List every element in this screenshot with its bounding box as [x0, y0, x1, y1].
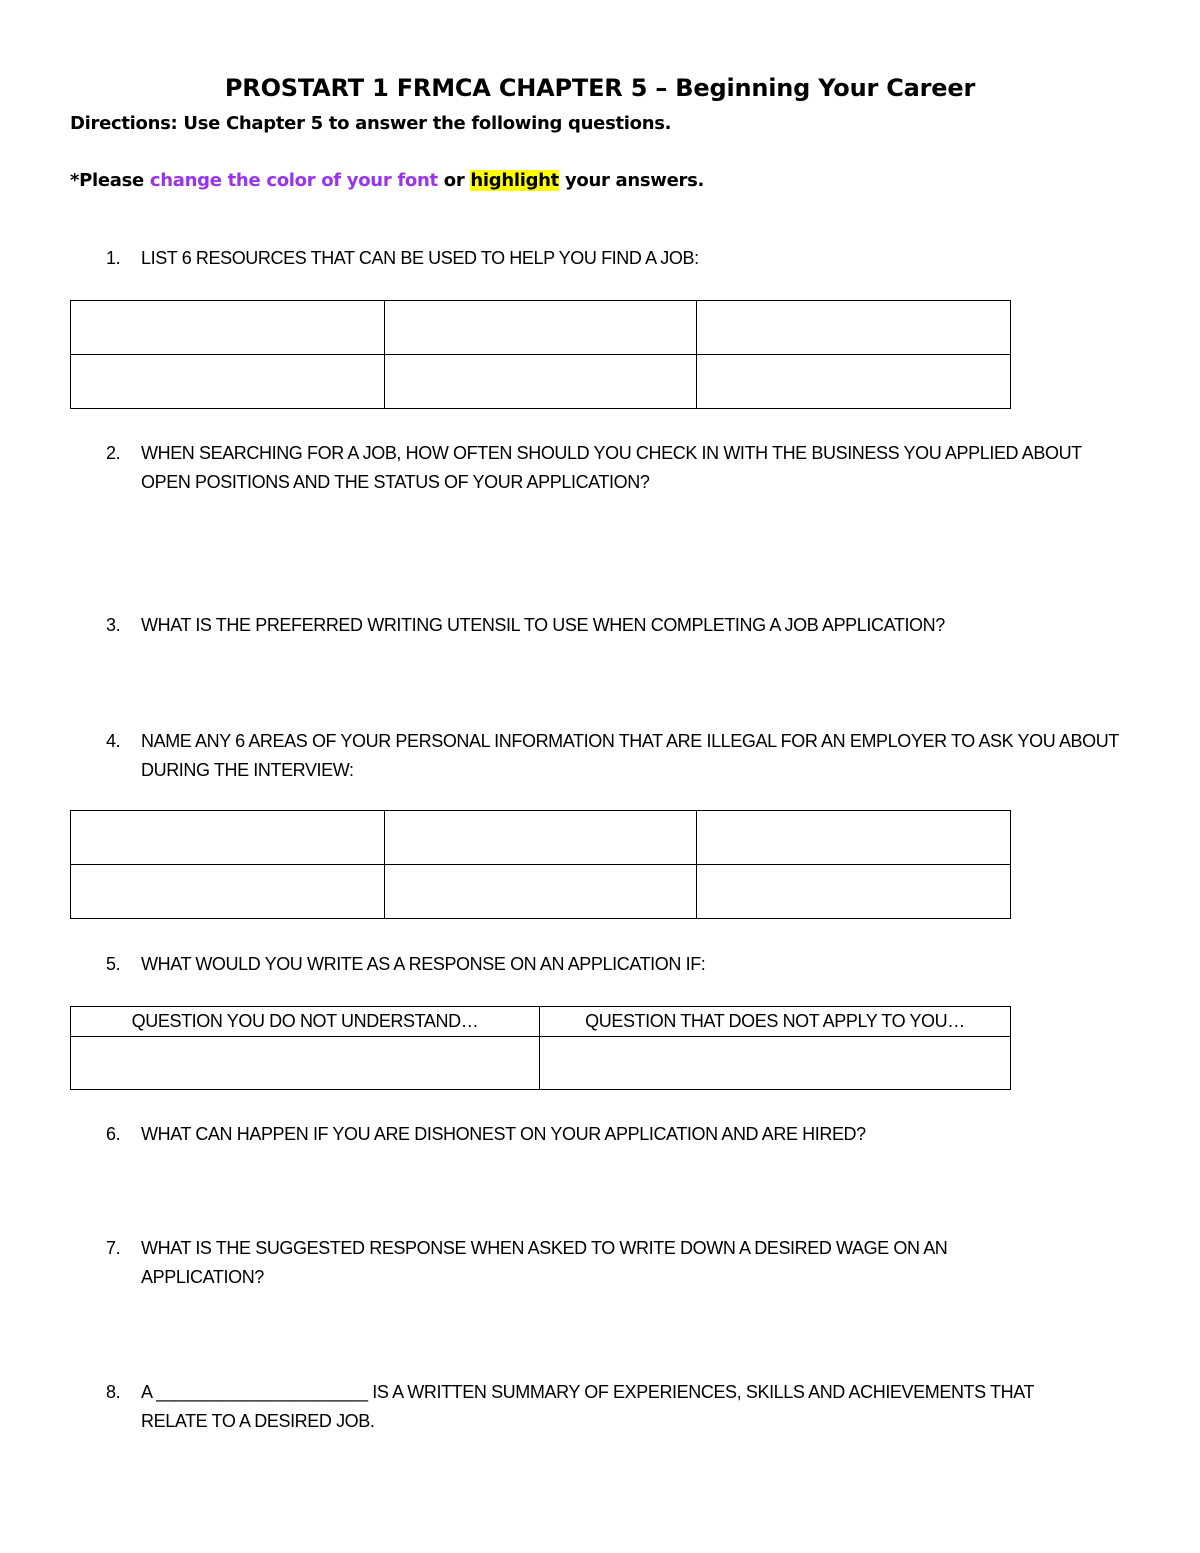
directions: Directions: Use Chapter 5 to answer the following questions.	[70, 113, 672, 134]
application-response-table	[70, 1006, 1011, 1090]
question-number: 4.	[106, 731, 121, 751]
question-number: 7.	[106, 1238, 121, 1258]
answer-cell[interactable]	[697, 355, 1011, 409]
question-text: LIST 6 RESOURCES THAT CAN BE USED TO HELP YOU FIND A JOB:	[141, 248, 699, 268]
answer-cell[interactable]	[385, 301, 697, 355]
answer-note	[70, 170, 704, 191]
illegal-questions-table	[70, 810, 1011, 919]
note-colored-text: change the color of your font	[149, 170, 438, 191]
question-number: 3.	[106, 615, 121, 635]
question-number: 2.	[106, 443, 121, 463]
question-text: NAME ANY 6 AREAS OF YOUR PERSONAL INFORMATION THAT ARE ILLEGAL FOR AN EMPLOYER TO ASK YOU ABOUT DURING THE INTERVIEW:	[141, 731, 1119, 780]
question-text: WHEN SEARCHING FOR A JOB, HOW OFTEN SHOULD YOU CHECK IN WITH THE BUSINESS YOU APPLIED ABOUT OPEN POSITIONS AND THE STATUS OF YOUR APPLICATION?	[141, 443, 1082, 492]
answer-cell[interactable]	[71, 301, 385, 355]
question-number: 5.	[106, 954, 121, 974]
question-number: 8.	[106, 1382, 121, 1402]
answer-cell[interactable]	[385, 811, 697, 865]
answer-cell[interactable]	[697, 811, 1011, 865]
answer-cell[interactable]	[385, 355, 697, 409]
question-number: 1.	[106, 248, 121, 268]
note-middle: or	[437, 170, 471, 191]
table-header: QUESTION THAT DOES NOT APPLY TO YOU…	[540, 1007, 1011, 1037]
answer-cell[interactable]	[540, 1037, 1011, 1090]
question-text: WHAT IS THE PREFERRED WRITING UTENSIL TO USE WHEN COMPLETING A JOB APPLICATION?	[141, 615, 945, 635]
resources-table	[70, 300, 1011, 409]
answer-cell[interactable]	[71, 811, 385, 865]
answer-cell[interactable]	[71, 1037, 540, 1090]
question-text: WHAT WOULD YOU WRITE AS A RESPONSE ON AN APPLICATION IF:	[141, 954, 706, 974]
answer-cell[interactable]	[697, 865, 1011, 919]
answer-cell[interactable]	[385, 865, 697, 919]
question-text: A ______________________ IS A WRITTEN SUMMARY OF EXPERIENCES, SKILLS AND ACHIEVEMENTS THAT RELATE TO A DESIRED JOB.	[141, 1382, 1034, 1431]
question-text: WHAT IS THE SUGGESTED RESPONSE WHEN ASKED TO WRITE DOWN A DESIRED WAGE ON AN APPLICATION?	[141, 1238, 948, 1287]
answer-cell[interactable]	[71, 865, 385, 919]
question-number: 6.	[106, 1124, 121, 1144]
note-suffix: your answers.	[559, 170, 705, 191]
note-prefix: *Please	[70, 170, 150, 191]
note-highlighted-text: highlight	[470, 170, 559, 191]
page-title: PROSTART 1 FRMCA CHAPTER 5 – Beginning Your Career	[224, 74, 976, 102]
table-header: QUESTION YOU DO NOT UNDERSTAND…	[71, 1007, 540, 1037]
answer-cell[interactable]	[71, 355, 385, 409]
answer-cell[interactable]	[697, 301, 1011, 355]
question-text: WHAT CAN HAPPEN IF YOU ARE DISHONEST ON YOUR APPLICATION AND ARE HIRED?	[141, 1124, 866, 1144]
